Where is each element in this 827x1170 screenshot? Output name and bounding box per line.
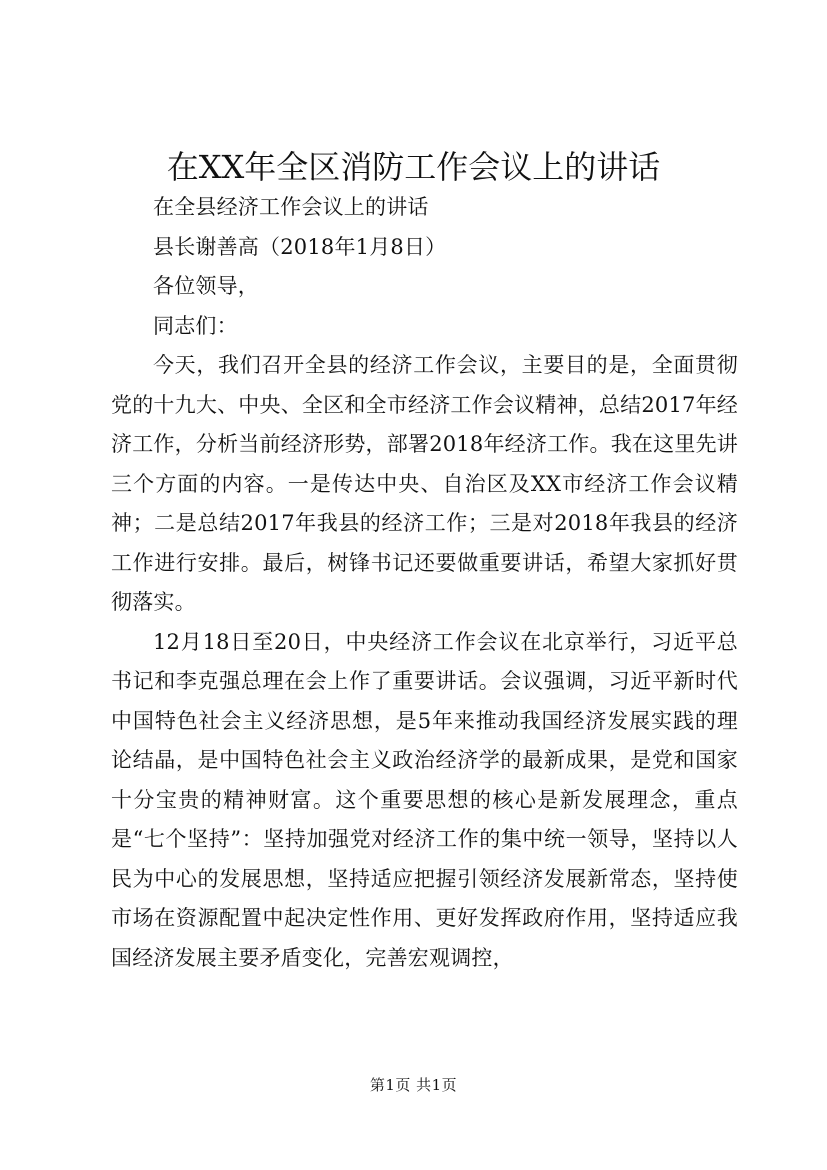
page-number-footer: 第1页 共1页 [369, 1076, 458, 1094]
paragraph-intro: 今天，我们召开全县的经济工作会议，主要目的是，全面贯彻党的十九大、中央、全区和全市经济工作会议精神，总结2017年经济工作，分析当前经济形势，部署2018年经济工作。我在这里先讲三个方面的内容。一是传达中央、自治区及XX市经济工作会议精神；二是总结2017年我县的经济工作；三是对2018年我县的经济工作进行安排。最后，树锋书记还要做重要讲话，希望大家抓好贯彻落实。 [111, 353, 738, 614]
speech-byline: 县长谢善高（2018年1月8日） [153, 234, 447, 259]
paragraph-central-conference: 12月18日至20日，中央经济工作会议在北京举行，习近平总书记和李克强总理在会上作了重要讲话。会议强调，习近平新时代中国特色社会主义经济思想，是5年来推动我国经济发展实践的理论结晶，是中国特色社会主义政治经济学的最新成果，是党和国家十分宝贵的精神财富。这个重要思想的核心是新发展理念，重点是“七个坚持”：坚持加强党对经济工作的集中统一领导，坚持以人民为中心的发展思想，坚持适应把握引领经济发展新常态，坚持使市场在资源配置中起决定性作用、更好发挥政府作用，坚持适应我国经济发展主要矛盾变化，完善宏观调控， [111, 629, 738, 970]
speech-subtitle: 在全县经济工作会议上的讲话 [153, 195, 429, 219]
document-title: 在XX年全区消防工作会议上的讲话 [166, 148, 661, 186]
salutation-leaders: 各位领导， [153, 274, 259, 298]
salutation-comrades: 同志们： [153, 313, 238, 338]
document-body [111, 188, 738, 978]
